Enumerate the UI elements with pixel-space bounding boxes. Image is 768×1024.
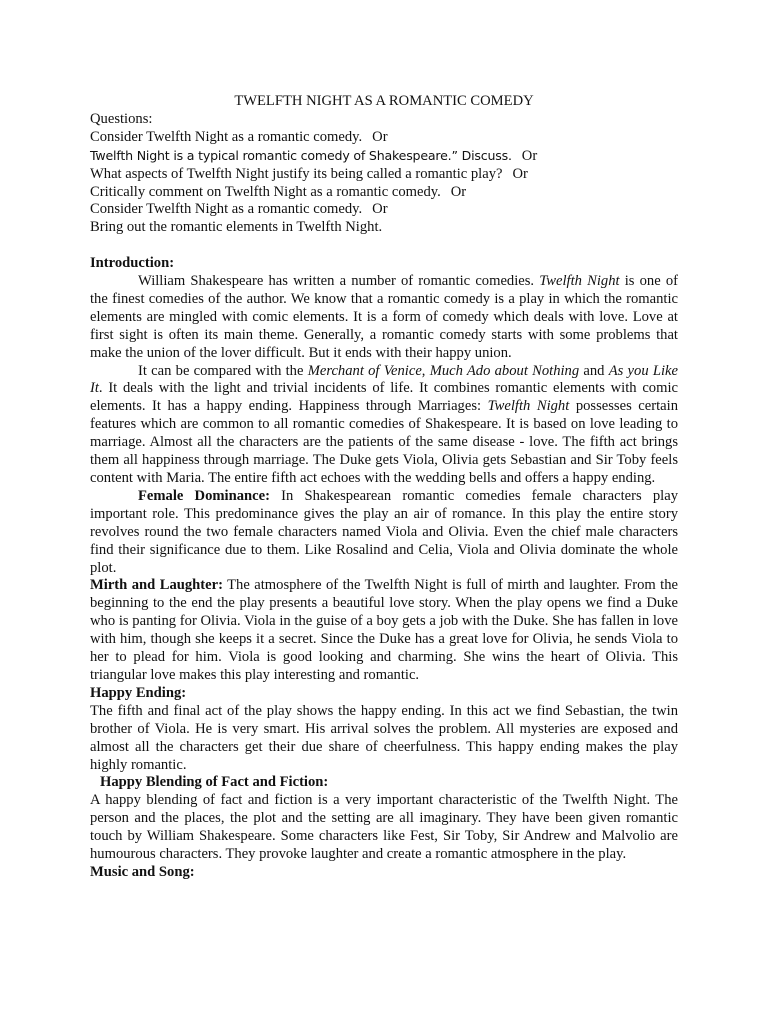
question-text: Consider Twelfth Night as a romantic comedy.	[90, 128, 363, 145]
spacer	[90, 237, 678, 255]
question-or: Or	[512, 165, 528, 182]
questions-label: Questions:	[90, 110, 153, 127]
intro-p1-text-a: William Shakespeare has written a number of romantic comedies.	[138, 273, 540, 290]
section-heading-blending: Happy Blending of Fact and Fiction:	[100, 774, 329, 791]
question-text: Critically comment on Twelfth Night as a romantic comedy.	[90, 183, 441, 200]
section-heading-introduction: Introduction:	[90, 255, 175, 272]
intro-paragraph-2	[90, 363, 678, 488]
intro-p1-text-b: is one of the finest comedies of the author. We know that a romantic comedy is a play in which the romantic elements are mingled with comic elements. It is a form of comedy which deals with love. Love at first sight is often its main theme. Generally, a romantic comedy starts with some problems that make the union of the lover difficult. But it ends with their happy union.	[90, 273, 679, 361]
section-heading-happy-ending: Happy Ending:	[90, 684, 187, 701]
question-1	[90, 129, 678, 147]
intro-p2-text-d: . It deals with the light and trivial incidents of life. It combines romantic elements with comic elements. It has a happy ending. Happiness through Marriages:	[90, 380, 678, 415]
question-or: Or	[450, 183, 467, 200]
section-heading-music-song: Music and Song:	[90, 863, 195, 880]
question-text: What aspects of Twelfth Night justify its being called a romantic play?	[90, 165, 503, 182]
question-text: Consider Twelfth Night as a romantic comedy.	[90, 201, 363, 218]
play-title: As you Like It	[90, 362, 678, 397]
female-dominance-text: In Shakespearean romantic comedies female characters play important role. This predominance gives the play an air of romance. In this play the entire story revolves round the two female characters named Viola and Olivia. Even the chief male characters find their significance due to them. Like Rosalind and Celia, Viola and Olivia dominate the whole plot.	[90, 487, 678, 576]
question-3	[90, 166, 678, 184]
section-heading-mirth-laughter: Mirth and Laughter:	[90, 577, 223, 594]
play-title: Much Ado about Nothing	[429, 362, 580, 379]
play-title: Merchant of Venice	[307, 362, 422, 379]
question-or: Or	[372, 201, 388, 218]
question-5	[90, 201, 678, 219]
document-title: TWELFTH NIGHT AS A ROMANTIC COMEDY	[234, 93, 534, 109]
question-2	[90, 147, 678, 166]
intro-p2-text-b: ,	[421, 362, 430, 379]
section-heading-female-dominance: Female Dominance:	[138, 487, 270, 504]
question-or: Or	[372, 128, 388, 145]
intro-p2-text-e: possesses certain features which are common to all romantic comedies of Shakespeare. It is based on love leading to marriage. Almost all the characters are the patients of the same disease - love. The fifth act brings them all happiness through marriage. The Duke gets Viola, Olivia gets Sebastian and Sir Toby feels content with Maria. The entire fifth act echoes with the wedding bells and offers a happy ending.	[90, 398, 678, 487]
happy-ending-paragraph: The fifth and final act of the play shows the happy ending. In this act we find Sebastian, the twin brother of Viola. He is very smart. His arrival solves the problem. All mysteries are exposed and almost all the characters get their due share of cheerfulness. This happy ending makes the play highly romantic.	[90, 702, 678, 773]
mirth-laughter-text: The atmosphere of the Twelfth Night is full of mirth and laughter. From the beginning to the end the play presents a beautiful love story. When the play opens we find a Duke who is panting for Olivia. Viola in the guise of a boy gets a job with the Duke. She has fallen in love with him, though she keeps it a secret. Since the Duke has a great love for Olivia, he sends Viola to her to plead for him. Viola is good looking and charming. She wins the heart of Olivia. This triangular love makes this play interesting and romantic.	[90, 577, 679, 683]
intro-paragraph-1	[90, 273, 678, 363]
female-dominance-paragraph	[90, 488, 678, 578]
question-6	[90, 219, 678, 237]
play-title: Twelfth Night	[487, 398, 570, 415]
intro-p2-text-c: and	[579, 362, 609, 379]
blending-paragraph: A happy blending of fact and fiction is a very important characteristic of the Twelfth Night. The person and the places, the plot and the setting are all imaginary. They have been given romantic touch by William Shakespeare. Some characters like Fest, Sir Toby, Sir Andrew and Malvolio are humourous characters. They provoke laughter and create a romantic atmosphere in the play.	[90, 792, 678, 863]
question-text: Twelfth Night is a typical romantic comedy of Shakespeare.” Discuss.	[90, 147, 512, 163]
intro-p2-text-a: It can be compared with the	[138, 362, 308, 379]
question-4	[90, 184, 678, 202]
question-or: Or	[521, 147, 538, 164]
mirth-laughter-paragraph	[90, 577, 678, 684]
question-text: Bring out the romantic elements in Twelfth Night.	[90, 219, 383, 236]
play-title: Twelfth Night	[539, 273, 620, 290]
